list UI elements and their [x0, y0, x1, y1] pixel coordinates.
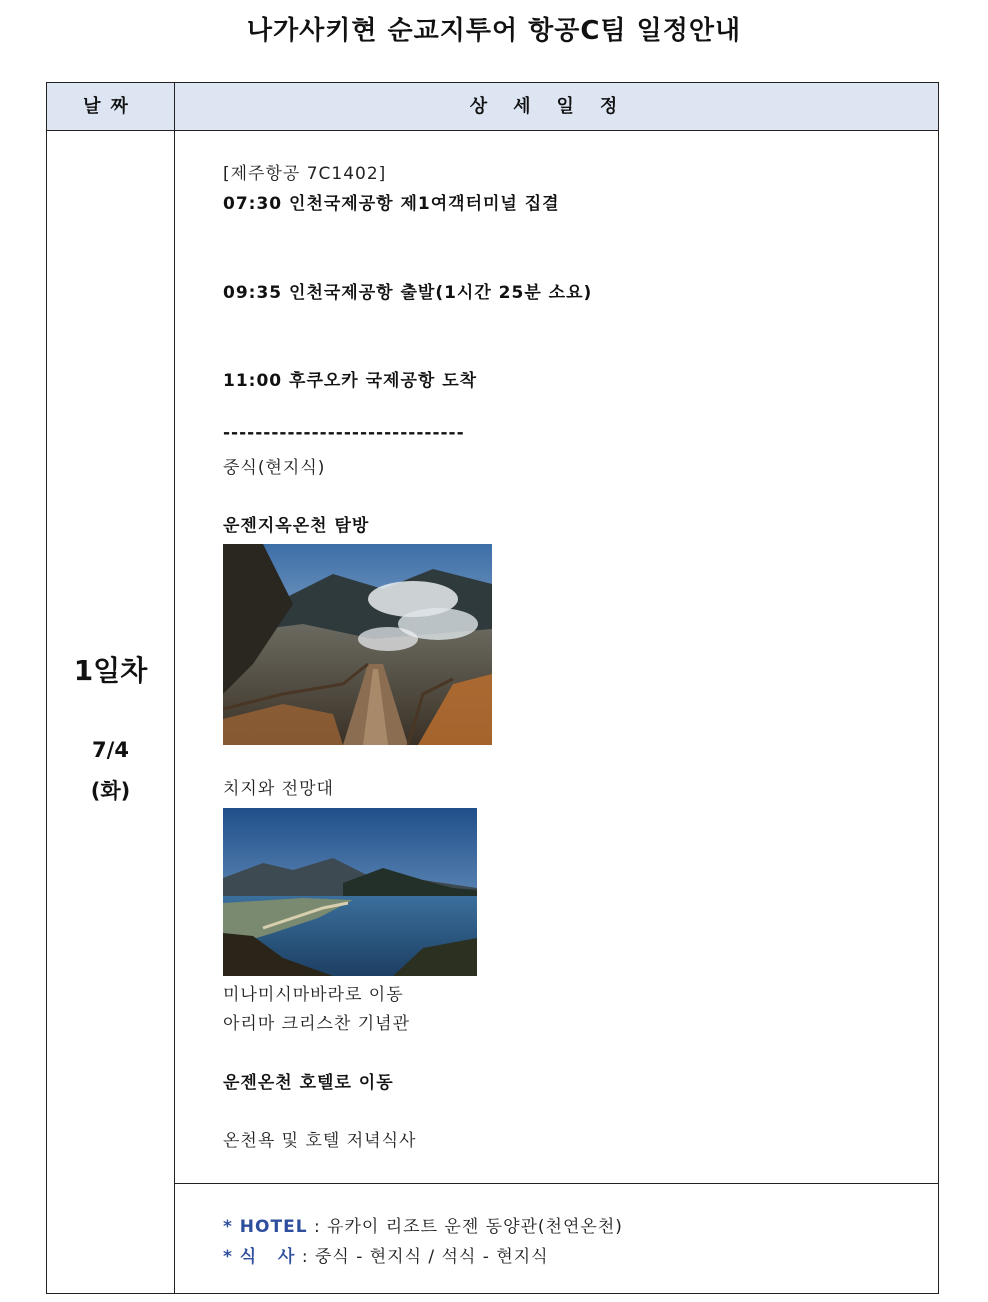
weekday-label: (화) [90, 779, 131, 803]
meal-line [223, 1242, 549, 1267]
lunch-text: 중식(현지식) [223, 458, 326, 478]
dinner-text: 온천욕 및 호텔 저녁식사 [223, 1131, 417, 1151]
hotel-prefix: * HOTEL [223, 1217, 308, 1237]
minamishimabara-text: 미나미시마바라로 이동 [223, 985, 404, 1005]
arima-text: 아리마 크리스찬 기념관 [223, 1014, 411, 1034]
flight-info: [제주항공 7C1402] [223, 164, 387, 184]
meal-prefix: * 식 사 [223, 1247, 296, 1267]
hotel-value: : 유카이 리조트 운젠 동양관(천연온천) [313, 1217, 623, 1237]
chijiwa-photo [223, 808, 477, 976]
meal-value: : 중식 - 현지식 / 석식 - 현지식 [301, 1247, 549, 1267]
header-detail: 상세일정 [469, 96, 644, 117]
schedule-table [46, 82, 939, 1294]
chijiwa-title: 치지와 전망대 [223, 779, 334, 799]
schedule-detail-cell [175, 131, 938, 1184]
depart-time: 09:35 인천국제공항 출발(1시간 25분 소요) [223, 283, 593, 303]
meet-time: 07:30 인천국제공항 제1여객터미널 집결 [223, 194, 560, 214]
unzen-hell-photo [223, 544, 492, 745]
document-title: 나가사키현 순교지투어 항공C팀 일정안내 [246, 16, 742, 46]
date-label: 7/4 [92, 738, 129, 762]
unzen-hell-title: 운젠지옥온천 탐방 [223, 516, 370, 536]
arrive-time: 11:00 후쿠오카 국제공항 도착 [223, 371, 478, 391]
table-header [47, 83, 938, 131]
hotel-move-text: 운젠온천 호텔로 이동 [223, 1073, 394, 1093]
hotel-line [223, 1212, 623, 1237]
date-cell [47, 131, 175, 1293]
day-label: 1일차 [73, 654, 148, 687]
divider-text: ------------------------------ [223, 423, 465, 443]
footer-cell [175, 1184, 938, 1293]
header-date: 날짜 [47, 83, 175, 130]
